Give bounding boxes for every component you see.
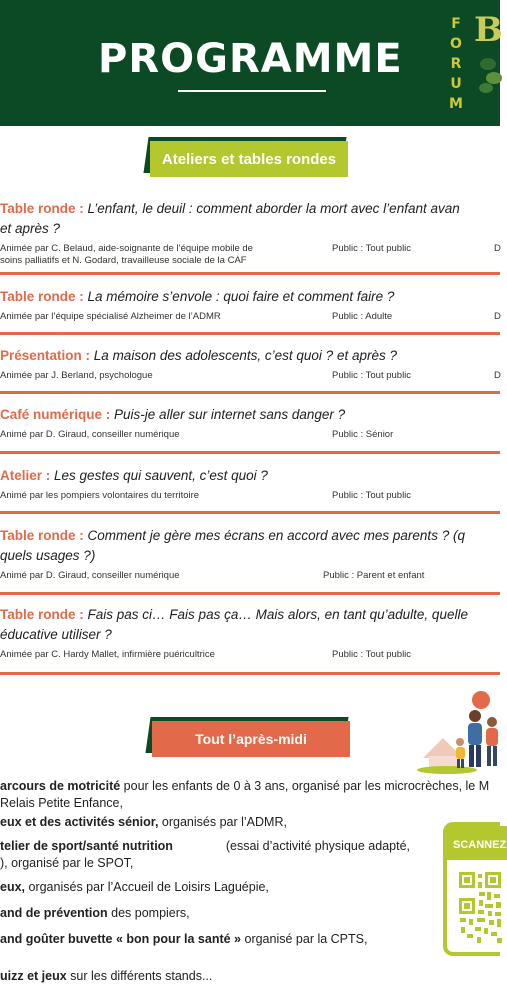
qr-label: SCANNEZ — [447, 826, 507, 860]
divider — [0, 592, 500, 595]
session-meta — [0, 429, 500, 441]
afternoon-item — [0, 778, 500, 812]
activity-name: arcours de motricité — [0, 779, 121, 793]
activity-details: (essai d’activité physique adapté, — [225, 839, 410, 853]
session-topic: La maison des adolescents, c’est quoi ? et après ? — [93, 348, 397, 363]
session-topic: Puis-je aller sur internet sans danger ? — [114, 407, 346, 422]
session-animator: Animée par C. Hardy Mallet, infirmière puéricultrice — [0, 649, 215, 660]
activity-name: and de prévention — [0, 906, 108, 920]
divider — [0, 332, 500, 335]
session-topic-line2: éducative utiliser ? — [0, 627, 112, 642]
page-header — [0, 0, 503, 126]
session-topic: La mémoire s’envole : quoi faire et comment faire ? — [87, 289, 395, 304]
session-animator: Animé par les pompiers volontaires du territoire — [0, 490, 200, 501]
divider — [0, 672, 500, 675]
session-animator: Animé par D. Giraud, conseiller numérique — [0, 570, 180, 581]
activity-name: uizz et jeux — [0, 969, 67, 983]
session-meta — [0, 311, 500, 323]
session-title — [0, 526, 500, 546]
session-item — [0, 346, 500, 382]
session-item — [0, 405, 500, 441]
divider — [0, 511, 500, 514]
family-illustration — [415, 686, 500, 774]
session-kind: Table ronde : — [0, 607, 84, 622]
session-audience: Public : Tout public — [332, 243, 412, 254]
session-kind: Table ronde : — [0, 289, 84, 304]
session-title — [0, 605, 500, 625]
page-title: PROGRAMME — [98, 36, 403, 82]
activity-details: sur les différents stands... — [66, 969, 213, 983]
divider — [0, 391, 500, 394]
session-audience: Public : Tout public — [332, 370, 412, 381]
afternoon-item — [0, 968, 440, 985]
activity-details: organisés par l’ADMR, — [158, 815, 287, 829]
afternoon-item — [0, 931, 440, 948]
session-topic: Les gestes qui sauvent, c’est quoi ? — [54, 468, 268, 483]
activity-details: pour les enfants de 0 à 3 ans, organisé par les microcrèches, le M — [120, 779, 490, 793]
session-audience: Public : Tout public — [332, 649, 412, 660]
activity-details: organisé par la CPTS, — [241, 932, 368, 946]
session-topic: Fais pas ci… Fais pas ça… Mais alors, en tant qu’adulte, quelle — [87, 607, 468, 622]
session-animator: Animée par l’équipe spécialisé Alzheimer de l’ADMR — [0, 311, 221, 322]
activity-details-line2: ), organisé par le SPOT, — [0, 856, 134, 870]
session-title — [0, 405, 500, 425]
session-meta — [0, 490, 500, 502]
session-item — [0, 605, 500, 661]
afternoon-item — [0, 814, 440, 831]
section-afternoon-tag: Tout l’après-midi — [152, 721, 350, 757]
session-topic-line2: et après ? — [0, 221, 61, 236]
animator-line: Animée par C. Belaud, aide-soignante de l’équipe mobile de — [0, 243, 253, 254]
forum-vertical-label — [448, 14, 464, 114]
session-topic: L’enfant, le deuil : comment aborder la mort avec l’enfant avan — [87, 201, 460, 216]
session-animator: Animé par D. Giraud, conseiller numérique — [0, 429, 180, 440]
session-kind: Présentation : — [0, 348, 91, 363]
session-kind: Café numérique : — [0, 407, 111, 422]
title-underline — [178, 90, 326, 92]
session-audience: Public : Parent et enfant — [323, 570, 425, 581]
session-topic: Comment je gère mes écrans en accord avec mes parents ? (q — [87, 528, 465, 543]
divider — [0, 272, 500, 275]
forum-letter: R — [450, 56, 462, 72]
session-meta — [0, 570, 500, 582]
session-cut-text: D — [494, 370, 501, 381]
session-item — [0, 287, 500, 323]
session-cut-text: D — [494, 243, 501, 254]
session-title — [0, 346, 500, 366]
session-meta — [0, 370, 500, 382]
session-item — [0, 199, 500, 267]
activity-name: eux, — [0, 880, 26, 894]
forum-letter: U — [450, 76, 462, 92]
activity-name: eux et des activités sénior, — [0, 815, 159, 829]
brand-logo-letter: B — [474, 10, 503, 50]
activity-details: des pompiers, — [107, 906, 190, 920]
activity-details: organisés par l’Accueil de Loisirs Laguépie, — [25, 880, 269, 894]
session-audience: Public : Tout public — [332, 490, 412, 501]
forum-letter: F — [451, 16, 461, 32]
afternoon-item — [0, 838, 410, 872]
session-animator: Animée par J. Berland, psychologue — [0, 370, 153, 381]
qr-panel — [443, 822, 507, 956]
leaf-icon — [478, 54, 502, 94]
session-kind: Table ronde : — [0, 201, 84, 216]
activity-name: telier de sport/santé nutrition — [0, 839, 173, 853]
activity-name: and goûter buvette « bon pour la santé » — [0, 932, 242, 946]
session-topic-line2: quels usages ?) — [0, 548, 96, 563]
session-meta — [0, 243, 500, 267]
session-animator — [0, 243, 310, 267]
session-item — [0, 526, 500, 582]
afternoon-item — [0, 879, 440, 896]
forum-letter: M — [449, 96, 463, 112]
session-item — [0, 466, 500, 502]
activity-details-line2: Relais Petite Enfance, — [0, 796, 123, 810]
session-meta — [0, 649, 500, 661]
session-title — [0, 199, 500, 219]
session-kind: Atelier : — [0, 468, 51, 483]
section-workshops-tag: Ateliers et tables rondes — [150, 141, 348, 177]
session-title — [0, 287, 500, 307]
divider — [0, 451, 500, 454]
session-cut-text: D — [494, 311, 501, 322]
session-audience: Public : Adulte — [332, 311, 393, 322]
afternoon-item — [0, 905, 440, 922]
session-audience: Public : Sénior — [332, 429, 394, 440]
qr-code-icon[interactable] — [457, 870, 504, 946]
session-title — [0, 466, 500, 486]
forum-letter: O — [450, 36, 462, 52]
animator-line: soins palliatifs et N. Godard, travailleuse sociale de la CAF — [0, 255, 247, 266]
session-kind: Table ronde : — [0, 528, 84, 543]
